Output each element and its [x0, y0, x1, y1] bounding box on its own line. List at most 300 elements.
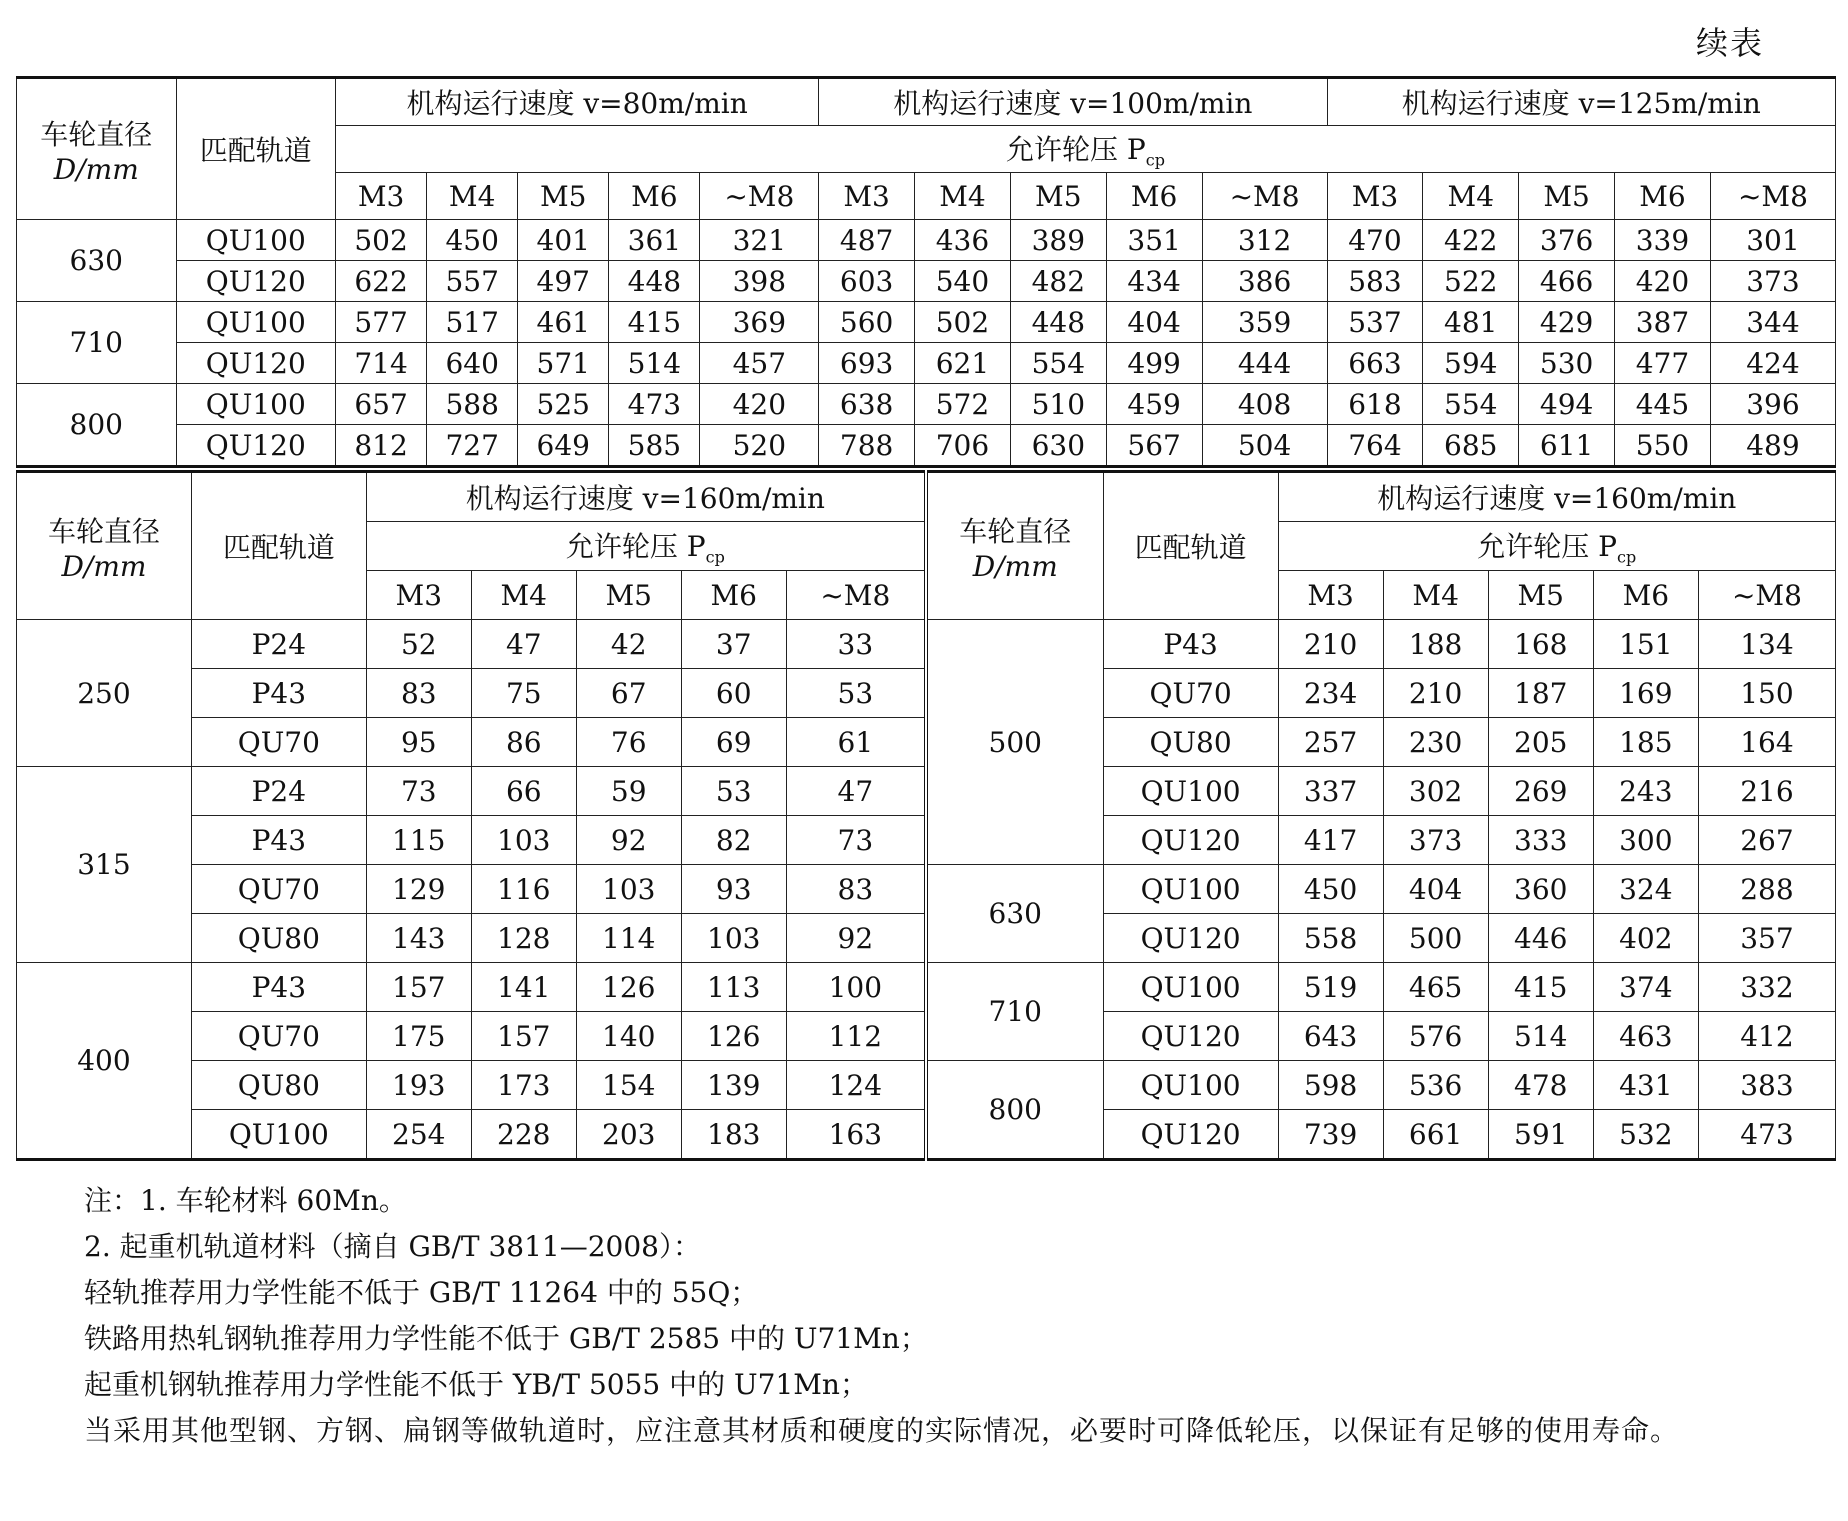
value-cell: 234 — [1278, 669, 1383, 718]
value-cell: 173 — [471, 1061, 576, 1110]
value-cell: 764 — [1327, 425, 1423, 467]
value-cell: 487 — [819, 220, 915, 261]
diameter-header — [17, 472, 192, 620]
grade-header: M4 — [471, 571, 576, 620]
value-cell: 210 — [1278, 620, 1383, 669]
value-cell: 76 — [576, 718, 681, 767]
value-cell: 504 — [1202, 425, 1327, 467]
rail-cell: QU100 — [1103, 865, 1278, 914]
value-cell: 128 — [471, 914, 576, 963]
value-cell: 59 — [576, 767, 681, 816]
value-cell: 519 — [1278, 963, 1383, 1012]
diameter-cell: 315 — [17, 767, 192, 963]
value-cell: 459 — [1106, 384, 1202, 425]
value-cell: 321 — [700, 220, 819, 261]
value-cell: 344 — [1710, 302, 1835, 343]
notes — [16, 1178, 1836, 1454]
value-cell: 254 — [366, 1110, 471, 1160]
value-cell: 357 — [1698, 914, 1835, 963]
rail-cell: QU70 — [191, 718, 366, 767]
value-cell: 33 — [786, 620, 926, 669]
value-cell: 622 — [336, 261, 427, 302]
value-cell: 351 — [1106, 220, 1202, 261]
rail-cell: QU120 — [176, 261, 336, 302]
pressure-header — [366, 522, 926, 571]
grade-header: ~M8 — [1202, 173, 1327, 220]
rail-cell: QU80 — [1103, 718, 1278, 767]
value-cell: 369 — [700, 302, 819, 343]
rail-cell: P24 — [191, 620, 366, 669]
value-cell: 557 — [427, 261, 518, 302]
value-cell: 727 — [427, 425, 518, 467]
rail-cell: QU80 — [191, 1061, 366, 1110]
rail-header-label: 匹配轨道 — [222, 531, 335, 564]
value-cell: 95 — [366, 718, 471, 767]
table-row — [17, 343, 1836, 384]
rail-cell: QU120 — [1103, 914, 1278, 963]
value-cell: 567 — [1106, 425, 1202, 467]
value-cell: 389 — [1010, 220, 1106, 261]
value-cell: 517 — [427, 302, 518, 343]
value-cell: 499 — [1106, 343, 1202, 384]
value-cell: 37 — [681, 620, 786, 669]
value-cell: 415 — [609, 302, 700, 343]
value-cell: 550 — [1615, 425, 1711, 467]
value-cell: 301 — [1710, 220, 1835, 261]
value-cell: 560 — [819, 302, 915, 343]
diameter-header — [926, 472, 1103, 620]
grade-header: ~M8 — [700, 173, 819, 220]
value-cell: 100 — [786, 963, 926, 1012]
value-cell: 594 — [1423, 343, 1519, 384]
continued-label: 续表 — [1695, 24, 1764, 62]
value-cell: 415 — [1488, 963, 1593, 1012]
rail-cell: QU100 — [191, 1110, 366, 1160]
value-cell: 540 — [915, 261, 1011, 302]
value-cell: 288 — [1698, 865, 1835, 914]
value-cell: 216 — [1698, 767, 1835, 816]
value-cell: 312 — [1202, 220, 1327, 261]
note-line: 轻轨推荐用力学性能不低于 GB/T 11264 中的 55Q； — [84, 1276, 759, 1309]
value-cell: 577 — [336, 302, 427, 343]
grade-header: M6 — [1615, 173, 1711, 220]
value-cell: 497 — [518, 261, 609, 302]
value-cell: 554 — [1010, 343, 1106, 384]
speed-header: 机构运行速度 v=100m/min — [819, 78, 1327, 126]
table-row — [17, 865, 1836, 914]
value-cell: 457 — [700, 343, 819, 384]
value-cell: 461 — [518, 302, 609, 343]
diameter-cell: 400 — [17, 963, 192, 1160]
value-cell: 576 — [1383, 1012, 1488, 1061]
table-row — [17, 384, 1836, 425]
value-cell: 188 — [1383, 620, 1488, 669]
value-cell: 588 — [427, 384, 518, 425]
value-cell: 404 — [1106, 302, 1202, 343]
table-row — [17, 620, 1836, 669]
grade-header: M5 — [576, 571, 681, 620]
diameter-cell: 800 — [17, 384, 177, 467]
pressure-subscript: cp — [705, 547, 725, 567]
value-cell: 92 — [786, 914, 926, 963]
diameter-cell: 710 — [17, 302, 177, 384]
value-cell: 115 — [366, 816, 471, 865]
rail-cell: QU100 — [176, 220, 336, 261]
rail-header-label: 匹配轨道 — [1134, 531, 1247, 564]
value-cell: 422 — [1423, 220, 1519, 261]
value-cell: 489 — [1710, 425, 1835, 467]
value-cell: 140 — [576, 1012, 681, 1061]
value-cell: 532 — [1593, 1110, 1698, 1160]
rail-cell: QU120 — [1103, 816, 1278, 865]
value-cell: 360 — [1488, 865, 1593, 914]
value-cell: 66 — [471, 767, 576, 816]
value-cell: 408 — [1202, 384, 1327, 425]
diameter-cell: 500 — [926, 620, 1103, 865]
value-cell: 83 — [786, 865, 926, 914]
note-line: 2. 起重机轨道材料（摘自 GB/T 3811—2008）： — [84, 1230, 701, 1263]
value-cell: 396 — [1710, 384, 1835, 425]
diameter-cell: 250 — [17, 620, 192, 767]
value-cell: 404 — [1383, 865, 1488, 914]
value-cell: 739 — [1278, 1110, 1383, 1160]
value-cell: 693 — [819, 343, 915, 384]
value-cell: 203 — [576, 1110, 681, 1160]
value-cell: 448 — [1010, 302, 1106, 343]
value-cell: 500 — [1383, 914, 1488, 963]
value-cell: 183 — [681, 1110, 786, 1160]
rail-cell: QU120 — [176, 425, 336, 467]
grade-header: M6 — [1106, 173, 1202, 220]
rail-cell: QU70 — [1103, 669, 1278, 718]
value-cell: 444 — [1202, 343, 1327, 384]
value-cell: 126 — [576, 963, 681, 1012]
value-cell: 572 — [915, 384, 1011, 425]
value-cell: 446 — [1488, 914, 1593, 963]
value-cell: 324 — [1593, 865, 1698, 914]
wheel-pressure-table-speed-160 — [16, 470, 1836, 1161]
value-cell: 228 — [471, 1110, 576, 1160]
value-cell: 42 — [576, 620, 681, 669]
note-line: 铁路用热轧钢轨推荐用力学性能不低于 GB/T 2585 中的 U71Mn； — [84, 1322, 928, 1355]
value-cell: 205 — [1488, 718, 1593, 767]
value-cell: 154 — [576, 1061, 681, 1110]
value-cell: 429 — [1519, 302, 1615, 343]
value-cell: 420 — [700, 384, 819, 425]
value-cell: 185 — [1593, 718, 1698, 767]
note-line: 注：1. 车轮材料 60Mn。 — [84, 1184, 407, 1217]
pressure-header — [336, 126, 1836, 173]
value-cell: 116 — [471, 865, 576, 914]
value-cell: 603 — [819, 261, 915, 302]
rail-cell: QU120 — [176, 343, 336, 384]
value-cell: 73 — [366, 767, 471, 816]
rail-cell: QU100 — [176, 384, 336, 425]
diameter-header — [17, 78, 177, 220]
value-cell: 168 — [1488, 620, 1593, 669]
diameter-unit: D/mm — [53, 152, 139, 186]
value-cell: 376 — [1519, 220, 1615, 261]
rail-cell: QU100 — [1103, 963, 1278, 1012]
value-cell: 52 — [366, 620, 471, 669]
value-cell: 502 — [336, 220, 427, 261]
value-cell: 470 — [1327, 220, 1423, 261]
value-cell: 103 — [471, 816, 576, 865]
value-cell: 434 — [1106, 261, 1202, 302]
value-cell: 621 — [915, 343, 1011, 384]
value-cell: 510 — [1010, 384, 1106, 425]
grade-header: M5 — [1010, 173, 1106, 220]
value-cell: 114 — [576, 914, 681, 963]
grade-header: M5 — [1488, 571, 1593, 620]
value-cell: 361 — [609, 220, 700, 261]
grade-header: M4 — [427, 173, 518, 220]
value-cell: 431 — [1593, 1061, 1698, 1110]
value-cell: 583 — [1327, 261, 1423, 302]
value-cell: 157 — [471, 1012, 576, 1061]
value-cell: 618 — [1327, 384, 1423, 425]
diameter-header-label: 车轮直径 — [40, 117, 153, 151]
value-cell: 463 — [1593, 1012, 1698, 1061]
table-row — [17, 472, 1836, 522]
grade-header: M6 — [609, 173, 700, 220]
pressure-header-label: 允许轮压 P — [1477, 530, 1618, 564]
value-cell: 812 — [336, 425, 427, 467]
value-cell: 685 — [1423, 425, 1519, 467]
grade-header: M4 — [1423, 173, 1519, 220]
rail-cell: P43 — [191, 963, 366, 1012]
value-cell: 420 — [1615, 261, 1711, 302]
value-cell: 53 — [786, 669, 926, 718]
value-cell: 706 — [915, 425, 1011, 467]
value-cell: 643 — [1278, 1012, 1383, 1061]
value-cell: 139 — [681, 1061, 786, 1110]
note-line: 起重机钢轨推荐用力学性能不低于 YB/T 5055 中的 U71Mn； — [84, 1368, 868, 1401]
value-cell: 92 — [576, 816, 681, 865]
value-cell: 373 — [1383, 816, 1488, 865]
speed-header: 机构运行速度 v=160m/min — [366, 472, 926, 522]
rail-cell: QU100 — [1103, 767, 1278, 816]
grade-header: ~M8 — [1698, 571, 1835, 620]
value-cell: 520 — [700, 425, 819, 467]
speed-header: 机构运行速度 v=160m/min — [1278, 472, 1835, 522]
value-cell: 267 — [1698, 816, 1835, 865]
value-cell: 243 — [1593, 767, 1698, 816]
rail-cell: P43 — [191, 669, 366, 718]
diameter-cell: 630 — [926, 865, 1103, 963]
rail-cell: QU100 — [1103, 1061, 1278, 1110]
value-cell: 481 — [1423, 302, 1519, 343]
table-row — [17, 425, 1836, 467]
value-cell: 193 — [366, 1061, 471, 1110]
value-cell: 143 — [366, 914, 471, 963]
value-cell: 465 — [1383, 963, 1488, 1012]
value-cell: 402 — [1593, 914, 1698, 963]
value-cell: 175 — [366, 1012, 471, 1061]
value-cell: 571 — [518, 343, 609, 384]
value-cell: 714 — [336, 343, 427, 384]
value-cell: 373 — [1710, 261, 1835, 302]
diameter-unit: D/mm — [61, 549, 147, 583]
value-cell: 103 — [576, 865, 681, 914]
value-cell: 169 — [1593, 669, 1698, 718]
value-cell: 445 — [1615, 384, 1711, 425]
value-cell: 638 — [819, 384, 915, 425]
diameter-unit: D/mm — [972, 549, 1058, 583]
wheel-pressure-table-speeds-80-125 — [16, 76, 1836, 468]
value-cell: 61 — [786, 718, 926, 767]
diameter-header-label: 车轮直径 — [47, 514, 160, 548]
value-cell: 383 — [1698, 1061, 1835, 1110]
value-cell: 448 — [609, 261, 700, 302]
value-cell: 53 — [681, 767, 786, 816]
pressure-header-label: 允许轮压 P — [1006, 133, 1146, 167]
value-cell: 611 — [1519, 425, 1615, 467]
rail-cell: QU80 — [191, 914, 366, 963]
value-cell: 536 — [1383, 1061, 1488, 1110]
table-row — [17, 963, 1836, 1012]
value-cell: 75 — [471, 669, 576, 718]
grade-header: M3 — [366, 571, 471, 620]
table-row — [17, 1061, 1836, 1110]
value-cell: 126 — [681, 1012, 786, 1061]
rail-cell: QU120 — [1103, 1012, 1278, 1061]
rail-cell: QU70 — [191, 1012, 366, 1061]
value-cell: 210 — [1383, 669, 1488, 718]
rail-header — [1103, 472, 1278, 620]
grade-header: M5 — [518, 173, 609, 220]
value-cell: 67 — [576, 669, 681, 718]
value-cell: 386 — [1202, 261, 1327, 302]
value-cell: 141 — [471, 963, 576, 1012]
table-row — [17, 261, 1836, 302]
value-cell: 591 — [1488, 1110, 1593, 1160]
value-cell: 187 — [1488, 669, 1593, 718]
diameter-cell: 630 — [17, 220, 177, 302]
value-cell: 151 — [1593, 620, 1698, 669]
diameter-cell: 710 — [926, 963, 1103, 1061]
grade-header: M4 — [1383, 571, 1488, 620]
value-cell: 424 — [1710, 343, 1835, 384]
rail-cell: QU120 — [1103, 1110, 1278, 1160]
table-row — [17, 220, 1836, 261]
value-cell: 113 — [681, 963, 786, 1012]
table-row — [17, 78, 1836, 126]
value-cell: 522 — [1423, 261, 1519, 302]
value-cell: 514 — [1488, 1012, 1593, 1061]
value-cell: 478 — [1488, 1061, 1593, 1110]
rail-header — [176, 78, 336, 220]
rail-cell: P24 — [191, 767, 366, 816]
value-cell: 333 — [1488, 816, 1593, 865]
diameter-cell: 800 — [926, 1061, 1103, 1160]
value-cell: 661 — [1383, 1110, 1488, 1160]
value-cell: 157 — [366, 963, 471, 1012]
value-cell: 502 — [915, 302, 1011, 343]
value-cell: 164 — [1698, 718, 1835, 767]
value-cell: 129 — [366, 865, 471, 914]
value-cell: 300 — [1593, 816, 1698, 865]
value-cell: 134 — [1698, 620, 1835, 669]
value-cell: 530 — [1519, 343, 1615, 384]
value-cell: 302 — [1383, 767, 1488, 816]
value-cell: 649 — [518, 425, 609, 467]
value-cell: 450 — [427, 220, 518, 261]
value-cell: 494 — [1519, 384, 1615, 425]
pressure-subscript: cp — [1617, 547, 1637, 567]
value-cell: 585 — [609, 425, 700, 467]
pressure-header — [1278, 522, 1835, 571]
value-cell: 60 — [681, 669, 786, 718]
value-cell: 332 — [1698, 963, 1835, 1012]
value-cell: 537 — [1327, 302, 1423, 343]
value-cell: 82 — [681, 816, 786, 865]
value-cell: 163 — [786, 1110, 926, 1160]
value-cell: 525 — [518, 384, 609, 425]
value-cell: 73 — [786, 816, 926, 865]
speed-header: 机构运行速度 v=125m/min — [1327, 78, 1835, 126]
value-cell: 124 — [786, 1061, 926, 1110]
value-cell: 788 — [819, 425, 915, 467]
value-cell: 640 — [427, 343, 518, 384]
value-cell: 436 — [915, 220, 1011, 261]
grade-header: M6 — [681, 571, 786, 620]
rail-cell: P43 — [1103, 620, 1278, 669]
grade-header: M3 — [1278, 571, 1383, 620]
value-cell: 473 — [609, 384, 700, 425]
grade-header: M3 — [336, 173, 427, 220]
value-cell: 374 — [1593, 963, 1698, 1012]
grade-header: M5 — [1519, 173, 1615, 220]
value-cell: 69 — [681, 718, 786, 767]
value-cell: 86 — [471, 718, 576, 767]
value-cell: 47 — [471, 620, 576, 669]
value-cell: 450 — [1278, 865, 1383, 914]
value-cell: 417 — [1278, 816, 1383, 865]
value-cell: 103 — [681, 914, 786, 963]
speed-header: 机构运行速度 v=80m/min — [336, 78, 819, 126]
note-line: 当采用其他型钢、方钢、扁钢等做轨道时，应注意其材质和硬度的实际情况，必要时可降低轮压，以保证有足够的使用寿命。 — [84, 1414, 1680, 1447]
diameter-header-label: 车轮直径 — [959, 514, 1072, 548]
value-cell: 398 — [700, 261, 819, 302]
value-cell: 257 — [1278, 718, 1383, 767]
value-cell: 83 — [366, 669, 471, 718]
grade-header: M6 — [1593, 571, 1698, 620]
value-cell: 558 — [1278, 914, 1383, 963]
value-cell: 401 — [518, 220, 609, 261]
grade-header: M3 — [1327, 173, 1423, 220]
value-cell: 93 — [681, 865, 786, 914]
value-cell: 337 — [1278, 767, 1383, 816]
value-cell: 657 — [336, 384, 427, 425]
value-cell: 473 — [1698, 1110, 1835, 1160]
value-cell: 466 — [1519, 261, 1615, 302]
value-cell: 514 — [609, 343, 700, 384]
value-cell: 339 — [1615, 220, 1711, 261]
value-cell: 482 — [1010, 261, 1106, 302]
pressure-subscript: cp — [1145, 150, 1165, 170]
rail-cell: P43 — [191, 816, 366, 865]
rail-cell: QU100 — [176, 302, 336, 343]
rail-header — [191, 472, 366, 620]
value-cell: 47 — [786, 767, 926, 816]
value-cell: 477 — [1615, 343, 1711, 384]
grade-header: M3 — [819, 173, 915, 220]
value-cell: 663 — [1327, 343, 1423, 384]
value-cell: 554 — [1423, 384, 1519, 425]
value-cell: 630 — [1010, 425, 1106, 467]
pressure-header-label: 允许轮压 P — [565, 530, 706, 564]
